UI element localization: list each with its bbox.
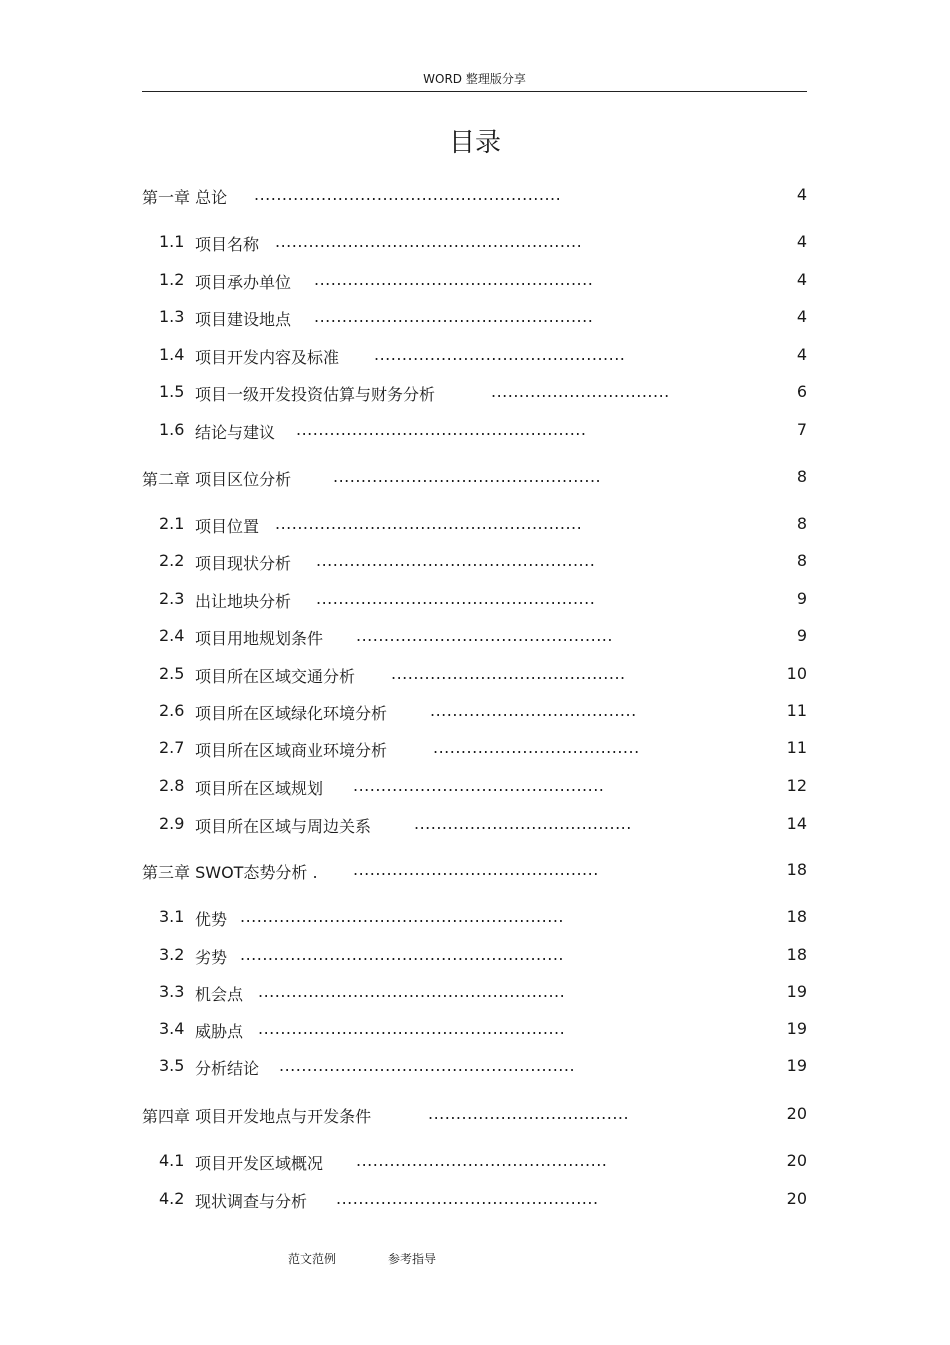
toc-dot-leader: .................................................... [296, 420, 587, 439]
toc-entry[interactable] [0, 1189, 950, 1213]
toc-entry[interactable] [0, 589, 950, 613]
toc-entry-title: 劣势 [195, 948, 228, 967]
toc-entry-number: 3.1 [159, 907, 185, 926]
toc-entry[interactable] [0, 345, 950, 369]
toc-entry-title: 机会点 [195, 985, 244, 1004]
toc-entry-title: 项目承办单位 [195, 273, 292, 292]
toc-entry-title: 项目现状分析 [195, 554, 292, 573]
toc-entry[interactable] [0, 907, 950, 931]
toc-page-number: 12 [786, 776, 807, 795]
toc-entry-title: 优势 [195, 910, 228, 929]
toc-entry-title: 项目开发区域概况 [195, 1154, 324, 1173]
toc-entry-title: 项目用地规划条件 [195, 629, 324, 648]
toc-dot-leader: .................................................. [316, 589, 596, 608]
toc-page-number: 20 [786, 1104, 807, 1123]
toc-entry[interactable] [0, 664, 950, 688]
footer-right-text: 参考指导 [388, 1252, 437, 1266]
toc-page-number: 20 [786, 1189, 807, 1208]
toc-dot-leader: .................................................. [314, 307, 594, 326]
toc-dot-leader: ............................................ [353, 860, 599, 879]
toc-entry[interactable] [0, 232, 950, 256]
toc-page-number: 4 [796, 232, 807, 251]
toc-entry-title: 项目所在区域交通分析 [195, 667, 356, 686]
toc-entry-title: 项目开发内容及标准 [195, 348, 340, 367]
toc-entry[interactable] [0, 420, 950, 444]
toc-entry-number: 2.4 [159, 626, 185, 645]
toc-page-number: 4 [796, 185, 807, 204]
toc-entry-number: 3.3 [159, 982, 185, 1001]
toc-dot-leader: .......................................................... [240, 945, 564, 964]
toc-dot-leader: .................................................. [314, 270, 594, 289]
toc-entry-title: 结论与建议 [195, 423, 276, 442]
toc-dot-leader: .......................................... [391, 664, 626, 683]
toc-entry-title: 项目名称 [195, 235, 260, 254]
toc-entry-number: 1.5 [159, 382, 185, 401]
toc-entry-number: 2.8 [159, 776, 185, 795]
toc-page-number: 9 [796, 626, 807, 645]
toc-entry-title: 第一章 总论 [142, 188, 228, 207]
toc-entry[interactable] [0, 982, 950, 1006]
toc-page-number: 19 [786, 1019, 807, 1038]
toc-entry[interactable] [0, 551, 950, 575]
toc-page-number: 11 [786, 701, 807, 720]
toc-entry[interactable] [0, 945, 950, 969]
toc-entry-number: 2.2 [159, 551, 185, 570]
toc-entry-number: 2.9 [159, 814, 185, 833]
toc-page-number: 8 [796, 551, 807, 570]
toc-entry-number: 2.1 [159, 514, 185, 533]
toc-entry[interactable] [0, 467, 950, 491]
toc-dot-leader: ....................................... [414, 814, 632, 833]
toc-entry[interactable] [0, 701, 950, 725]
toc-entry-number: 4.2 [159, 1189, 185, 1208]
toc-entry[interactable] [0, 1151, 950, 1175]
toc-entry-number: 1.2 [159, 270, 185, 289]
toc-entry[interactable] [0, 270, 950, 294]
toc-page-number: 20 [786, 1151, 807, 1170]
toc-page-number: 19 [786, 1056, 807, 1075]
toc-entry-number: 4.1 [159, 1151, 185, 1170]
toc-page-number: 11 [786, 738, 807, 757]
toc-entry-number: 1.1 [159, 232, 185, 251]
toc-page-number: 14 [786, 814, 807, 833]
toc-page-number: 10 [786, 664, 807, 683]
toc-dot-leader: ............................................. [353, 776, 605, 795]
toc-entry-title: 项目所在区域绿化环境分析 [195, 704, 388, 723]
toc-entry-title: 出让地块分析 [195, 592, 292, 611]
toc-entry-title: 项目所在区域与周边关系 [195, 817, 372, 836]
toc-entry-title: 项目位置 [195, 517, 260, 536]
toc-entry-title: 威胁点 [195, 1022, 244, 1041]
toc-entry-number: 1.4 [159, 345, 185, 364]
toc-dot-leader: ....................................................... [275, 232, 583, 251]
toc-dot-leader: ..................................... [430, 701, 637, 720]
toc-entry-title: 项目一级开发投资估算与财务分析 [195, 385, 436, 404]
toc-dot-leader: ............................................... [336, 1189, 599, 1208]
toc-page-number: 18 [786, 945, 807, 964]
toc-entry[interactable] [0, 307, 950, 331]
toc-entry[interactable] [0, 514, 950, 538]
toc-page-number: 4 [796, 307, 807, 326]
toc-dot-leader: ..................................................... [279, 1056, 576, 1075]
toc-entry[interactable] [0, 738, 950, 762]
page-title: 目录 [448, 128, 501, 158]
toc-entry-number: 3.4 [159, 1019, 185, 1038]
toc-page-number: 18 [786, 907, 807, 926]
toc-page-number: 8 [796, 514, 807, 533]
toc-entry[interactable] [0, 814, 950, 838]
toc-entry-number: 3.2 [159, 945, 185, 964]
toc-dot-leader: ................................................ [333, 467, 602, 486]
toc-page-number: 9 [796, 589, 807, 608]
toc-dot-leader: ............................................. [356, 1151, 608, 1170]
toc-dot-leader: ................................ [491, 382, 670, 401]
toc-entry-title: 项目所在区域商业环境分析 [195, 741, 388, 760]
toc-entry-number: 2.3 [159, 589, 185, 608]
toc-dot-leader: ....................................................... [258, 982, 566, 1001]
toc-entry[interactable] [0, 776, 950, 800]
toc-entry[interactable] [0, 860, 950, 884]
toc-entry-title: 第二章 项目区位分析 [142, 470, 292, 489]
toc-dot-leader: ....................................................... [254, 185, 562, 204]
toc-entry-title: 第四章 项目开发地点与开发条件 [142, 1107, 372, 1126]
toc-entry-title: 第三章 SWOT态势分析 . [142, 863, 318, 882]
toc-entry[interactable] [0, 1056, 950, 1080]
toc-entry-number: 2.7 [159, 738, 185, 757]
toc-entry-number: 3.5 [159, 1056, 185, 1075]
toc-entry[interactable] [0, 1104, 950, 1128]
toc-entry-title: 现状调查与分析 [195, 1192, 308, 1211]
toc-page-number: 4 [796, 345, 807, 364]
toc-entry-number: 2.5 [159, 664, 185, 683]
toc-dot-leader: ............................................. [374, 345, 626, 364]
toc-entry-number: 2.6 [159, 701, 185, 720]
toc-dot-leader: .......................................................... [240, 907, 564, 926]
toc-dot-leader: ....................................................... [275, 514, 583, 533]
toc-dot-leader: ....................................................... [258, 1019, 566, 1038]
toc-entry[interactable] [0, 185, 950, 209]
toc-entry-number: 1.3 [159, 307, 185, 326]
toc-page-number: 18 [786, 860, 807, 879]
toc-page-number: 6 [796, 382, 807, 401]
toc-entry[interactable] [0, 626, 950, 650]
toc-page-number: 4 [796, 270, 807, 289]
toc-dot-leader: ..................................... [433, 738, 640, 757]
footer-left-text: 范文范例 [288, 1252, 337, 1266]
toc-entry[interactable] [0, 382, 950, 406]
toc-page-number: 7 [796, 420, 807, 439]
page-header: WORD 整理版分享 [423, 72, 526, 86]
toc-dot-leader: .............................................. [356, 626, 613, 645]
toc-page-number: 19 [786, 982, 807, 1001]
toc-entry-number: 1.6 [159, 420, 185, 439]
toc-entry[interactable] [0, 1019, 950, 1043]
toc-dot-leader: .................................... [428, 1104, 630, 1123]
toc-entry-title: 项目所在区域规划 [195, 779, 324, 798]
toc-page-number: 8 [796, 467, 807, 486]
toc-dot-leader: .................................................. [316, 551, 596, 570]
toc-entry-title: 项目建设地点 [195, 310, 292, 329]
toc-entry-title: 分析结论 [195, 1059, 260, 1078]
